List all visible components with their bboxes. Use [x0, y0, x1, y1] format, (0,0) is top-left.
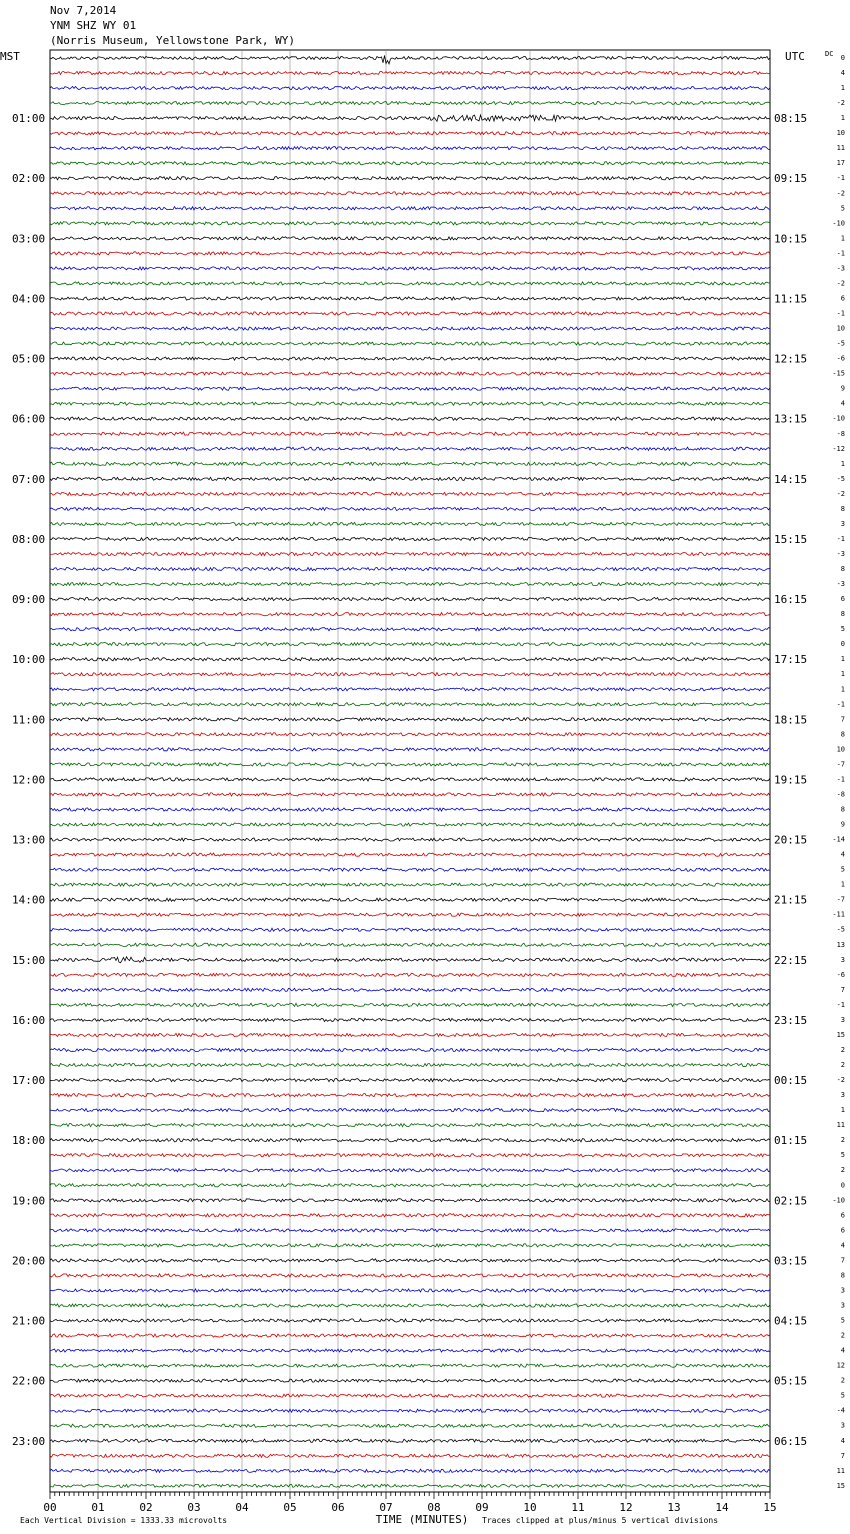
left-hour-label: 03:00 [12, 232, 46, 246]
trace-line [50, 282, 770, 285]
trace-line [50, 297, 770, 300]
trace-line [50, 237, 770, 240]
trace-line [50, 583, 770, 586]
trace-line [50, 688, 770, 691]
x-tick-label: 10 [523, 1501, 537, 1514]
dc-value: -1 [836, 309, 845, 318]
dc-value: 1 [840, 880, 845, 889]
header-station: YNM SHZ WY 01 [50, 19, 137, 32]
right-hour-label: 08:15 [774, 112, 808, 126]
dc-value: -7 [836, 895, 845, 904]
dc-value: 2 [840, 1331, 845, 1340]
trace-line [50, 1244, 770, 1247]
dc-value: 11 [836, 144, 845, 153]
left-hour-label: 01:00 [12, 112, 46, 126]
dc-value: 5 [840, 625, 845, 634]
trace-line [50, 312, 770, 315]
x-tick-label: 03 [187, 1501, 201, 1514]
trace-line [50, 387, 770, 390]
trace-line [50, 372, 770, 375]
trace-line [50, 1033, 770, 1036]
left-hour-label: 09:00 [12, 593, 46, 607]
dc-value: -3 [836, 549, 845, 558]
right-hour-label: 04:15 [774, 1314, 808, 1328]
trace-line [50, 1094, 770, 1097]
right-hour-label: 16:15 [774, 593, 808, 607]
trace-line [50, 132, 770, 135]
left-hour-label: 14:00 [12, 893, 46, 907]
trace-line [50, 763, 770, 766]
trace-line [50, 1379, 770, 1382]
left-hour-label: 18:00 [12, 1134, 46, 1148]
trace-line [50, 1349, 770, 1352]
trace-line [50, 567, 770, 570]
right-hour-label: 03:15 [774, 1254, 808, 1268]
trace-line [50, 718, 770, 721]
dc-value: -2 [836, 99, 845, 108]
trace-line [50, 537, 770, 540]
dc-value: 5 [840, 1151, 845, 1160]
trace-line [50, 733, 770, 736]
right-hour-label: 05:15 [774, 1374, 808, 1388]
trace-line [50, 1063, 770, 1066]
trace-line [50, 56, 770, 64]
dc-value: -11 [832, 910, 845, 919]
trace-line [50, 1184, 770, 1187]
right-hour-label: 14:15 [774, 472, 808, 486]
right-hour-label: 02:15 [774, 1194, 808, 1208]
dc-value: 12 [836, 1361, 845, 1370]
dc-value: -1 [836, 700, 845, 709]
left-hour-label: 11:00 [12, 713, 46, 727]
dc-value: 1 [840, 84, 845, 93]
dc-value: 2 [840, 1136, 845, 1145]
trace-line [50, 1018, 770, 1021]
dc-value: 10 [836, 129, 845, 138]
right-hour-label: 19:15 [774, 773, 808, 787]
trace-line [50, 673, 770, 676]
left-hour-label: 07:00 [12, 472, 46, 486]
trace-line [50, 853, 770, 856]
x-tick-label: 14 [715, 1501, 729, 1514]
trace-line [50, 913, 770, 916]
dc-value: 4 [840, 1241, 845, 1250]
dc-value: -10 [832, 414, 845, 423]
trace-line [50, 898, 770, 901]
dc-value: 7 [840, 1256, 845, 1265]
trace-line [50, 462, 770, 465]
trace-line [50, 1109, 770, 1112]
trace-line [50, 1454, 770, 1457]
trace-line [50, 838, 770, 841]
trace-line [50, 357, 770, 360]
left-hour-label: 16:00 [12, 1013, 46, 1027]
x-tick-label: 04 [235, 1501, 249, 1514]
dc-value: 17 [836, 159, 845, 168]
dc-value: -3 [836, 264, 845, 273]
trace-line [50, 1139, 770, 1142]
dc-value: -5 [836, 925, 845, 934]
trace-line [50, 1229, 770, 1232]
trace-line [50, 988, 770, 991]
x-tick-label: 09 [475, 1501, 489, 1514]
dc-value: 1 [840, 114, 845, 123]
dc-value: 5 [840, 1316, 845, 1325]
dc-value: -7 [836, 760, 845, 769]
dc-value: 8 [840, 504, 845, 513]
dc-value: 1 [840, 685, 845, 694]
x-tick-label: 01 [91, 1501, 105, 1514]
dc-value: 4 [840, 850, 845, 859]
dc-value: 0 [840, 640, 845, 649]
trace-line [50, 808, 770, 811]
trace-line [50, 1304, 770, 1307]
left-hour-label: 02:00 [12, 172, 46, 186]
trace-line [50, 477, 770, 480]
trace-line [50, 1199, 770, 1202]
dc-value: 13 [836, 940, 845, 949]
dc-value: 2 [840, 1376, 845, 1385]
trace-line [50, 1274, 770, 1277]
dc-value: -1 [836, 534, 845, 543]
trace-line [50, 102, 770, 105]
dc-value: 4 [840, 1436, 845, 1445]
trace-line [50, 162, 770, 165]
dc-value: 8 [840, 1271, 845, 1280]
dc-value: -12 [832, 444, 845, 453]
trace-line [50, 87, 770, 90]
trace-line [50, 71, 770, 74]
dc-value: 1 [840, 459, 845, 468]
dc-value: -2 [836, 489, 845, 498]
dc-value: 3 [840, 519, 845, 528]
right-hour-label: 13:15 [774, 412, 808, 426]
trace-line [50, 1078, 770, 1081]
dc-value: -1 [836, 174, 845, 183]
dc-value: 0 [840, 54, 845, 62]
x-tick-label: 02 [139, 1501, 153, 1514]
right-hour-label: 00:15 [774, 1074, 808, 1088]
dc-value: 0 [840, 1181, 845, 1190]
dc-value: -5 [836, 474, 845, 483]
right-hour-label: 09:15 [774, 172, 808, 186]
right-hour-label: 12:15 [774, 352, 808, 366]
trace-line [50, 1469, 770, 1472]
right-hour-label: 06:15 [774, 1434, 808, 1448]
trace-line [50, 823, 770, 826]
trace-line [50, 748, 770, 751]
dc-value: -4 [836, 1406, 845, 1415]
dc-value: 15 [836, 1030, 845, 1039]
dc-value: 3 [840, 955, 845, 964]
dc-value: 3 [840, 1015, 845, 1024]
dc-value: 2 [840, 1045, 845, 1054]
left-timezone-label: MST [0, 50, 20, 63]
dc-value: 8 [840, 565, 845, 574]
x-tick-label: 05 [283, 1501, 297, 1514]
left-hour-label: 08:00 [12, 532, 46, 546]
left-hour-label: 22:00 [12, 1374, 46, 1388]
right-timezone-label: UTC [785, 50, 805, 63]
dc-value: -6 [836, 970, 845, 979]
footer-clip-note: Traces clipped at plus/minus 5 vertical divisions [482, 1516, 719, 1525]
dc-value: -2 [836, 279, 845, 288]
dc-value: 11 [836, 1466, 845, 1475]
trace-line [50, 598, 770, 601]
dc-value: 8 [840, 610, 845, 619]
right-hour-label: 15:15 [774, 532, 808, 546]
trace-line [50, 643, 770, 646]
dc-value: 5 [840, 204, 845, 213]
trace-line [50, 222, 770, 225]
trace-line [50, 973, 770, 976]
trace-line [50, 658, 770, 661]
left-hour-label: 19:00 [12, 1194, 46, 1208]
dc-value: 11 [836, 1121, 845, 1130]
trace-line [50, 115, 770, 121]
trace-line [50, 1214, 770, 1217]
right-hour-label: 21:15 [774, 893, 808, 907]
x-tick-label: 11 [571, 1501, 585, 1514]
trace-line [50, 552, 770, 555]
dc-value: -1 [836, 1000, 845, 1009]
trace-line [50, 1394, 770, 1397]
trace-line [50, 703, 770, 706]
trace-line [50, 402, 770, 405]
dc-value: 3 [840, 1091, 845, 1100]
right-hour-label: 18:15 [774, 713, 808, 727]
trace-line [50, 417, 770, 420]
trace-line [50, 327, 770, 330]
trace-line [50, 928, 770, 931]
right-hour-label: 11:15 [774, 292, 808, 306]
dc-value: -8 [836, 790, 845, 799]
header-location: (Norris Museum, Yellowstone Park, WY) [50, 34, 296, 47]
x-tick-label: 15 [763, 1501, 777, 1514]
trace-line [50, 778, 770, 781]
x-axis-title: TIME (MINUTES) [375, 1513, 469, 1526]
left-hour-label: 23:00 [12, 1434, 46, 1448]
dc-value: -1 [836, 249, 845, 258]
trace-line [50, 252, 770, 255]
right-hour-label: 23:15 [774, 1013, 808, 1027]
trace-line [50, 507, 770, 510]
dc-value: 10 [836, 324, 845, 333]
trace-line [50, 192, 770, 195]
x-tick-label: 13 [667, 1501, 681, 1514]
dc-value: -2 [836, 1076, 845, 1085]
left-hour-label: 17:00 [12, 1074, 46, 1088]
dc-value: 5 [840, 865, 845, 874]
dc-value: 9 [840, 820, 845, 829]
left-hour-label: 10:00 [12, 653, 46, 667]
trace-line [50, 1439, 770, 1442]
dc-value: 3 [840, 1421, 845, 1430]
dc-value: -3 [836, 580, 845, 589]
x-tick-label: 07 [379, 1501, 393, 1514]
dc-value: 10 [836, 745, 845, 754]
dc-value: 4 [840, 69, 845, 78]
dc-value: -14 [832, 835, 845, 844]
trace-line [50, 147, 770, 150]
trace-line [50, 1154, 770, 1157]
dc-value: 3 [840, 1286, 845, 1295]
trace-line [50, 1259, 770, 1262]
dc-value: 9 [840, 384, 845, 393]
dc-value: -10 [832, 1196, 845, 1205]
dc-value: -2 [836, 189, 845, 198]
trace-line [50, 342, 770, 345]
dc-value: 3 [840, 1301, 845, 1310]
header-date: Nov 7,2014 [50, 4, 117, 17]
dc-value: 4 [840, 1346, 845, 1355]
left-hour-label: 21:00 [12, 1314, 46, 1328]
x-tick-label: 00 [43, 1501, 57, 1514]
dc-value: 6 [840, 1226, 845, 1235]
right-hour-label: 10:15 [774, 232, 808, 246]
dc-value: 6 [840, 294, 845, 303]
dc-value: 8 [840, 805, 845, 814]
right-hour-label: 20:15 [774, 833, 808, 847]
trace-line [50, 522, 770, 525]
dc-value: 7 [840, 1451, 845, 1460]
dc-value: -1 [836, 775, 845, 784]
trace-line [50, 1124, 770, 1127]
trace-line [50, 793, 770, 796]
dc-value: 8 [840, 730, 845, 739]
dc-label: DC [825, 50, 834, 58]
left-hour-label: 13:00 [12, 833, 46, 847]
dc-value: 6 [840, 1211, 845, 1220]
left-hour-label: 06:00 [12, 412, 46, 426]
x-tick-label: 12 [619, 1501, 633, 1514]
trace-line [50, 1169, 770, 1172]
left-hour-label: 20:00 [12, 1254, 46, 1268]
dc-value: -8 [836, 429, 845, 438]
trace-line [50, 207, 770, 210]
trace-line [50, 492, 770, 495]
trace-line [50, 1484, 770, 1487]
dc-value: 5 [840, 1391, 845, 1400]
trace-line [50, 1289, 770, 1292]
dc-value: 7 [840, 715, 845, 724]
dc-value: -10 [832, 219, 845, 228]
trace-line [50, 1003, 770, 1006]
dc-value: 4 [840, 399, 845, 408]
trace-line [50, 868, 770, 871]
trace-line [50, 957, 770, 963]
dc-value: 6 [840, 595, 845, 604]
left-hour-label: 04:00 [12, 292, 46, 306]
left-hour-label: 12:00 [12, 773, 46, 787]
dc-value: 1 [840, 670, 845, 679]
dc-value: 15 [836, 1481, 845, 1490]
dc-value: 1 [840, 1106, 845, 1115]
plot-frame [50, 50, 770, 1492]
right-hour-label: 17:15 [774, 653, 808, 667]
trace-line [50, 1424, 770, 1427]
x-tick-label: 06 [331, 1501, 345, 1514]
trace-line [50, 1319, 770, 1322]
dc-value: 2 [840, 1061, 845, 1070]
left-hour-label: 05:00 [12, 352, 46, 366]
trace-line [50, 1364, 770, 1367]
right-hour-label: 22:15 [774, 953, 808, 967]
dc-value: -15 [832, 369, 845, 378]
footer-scale-note: Each Vertical Division = 1333.33 microvolts [20, 1516, 228, 1525]
dc-value: 2 [840, 1166, 845, 1175]
dc-value: 1 [840, 655, 845, 664]
x-tick-label: 08 [427, 1501, 441, 1514]
trace-line [50, 432, 770, 435]
left-hour-label: 15:00 [12, 953, 46, 967]
dc-value: 1 [840, 234, 845, 243]
right-hour-label: 01:15 [774, 1134, 808, 1148]
trace-line [50, 883, 770, 886]
dc-value: -6 [836, 354, 845, 363]
dc-value: -5 [836, 339, 845, 348]
trace-line [50, 1409, 770, 1412]
trace-line [50, 177, 770, 180]
trace-line [50, 613, 770, 616]
trace-line [50, 267, 770, 270]
trace-line [50, 1334, 770, 1337]
trace-line [50, 447, 770, 450]
trace-line [50, 943, 770, 946]
dc-value: 7 [840, 985, 845, 994]
trace-line [50, 1048, 770, 1051]
trace-line [50, 628, 770, 631]
